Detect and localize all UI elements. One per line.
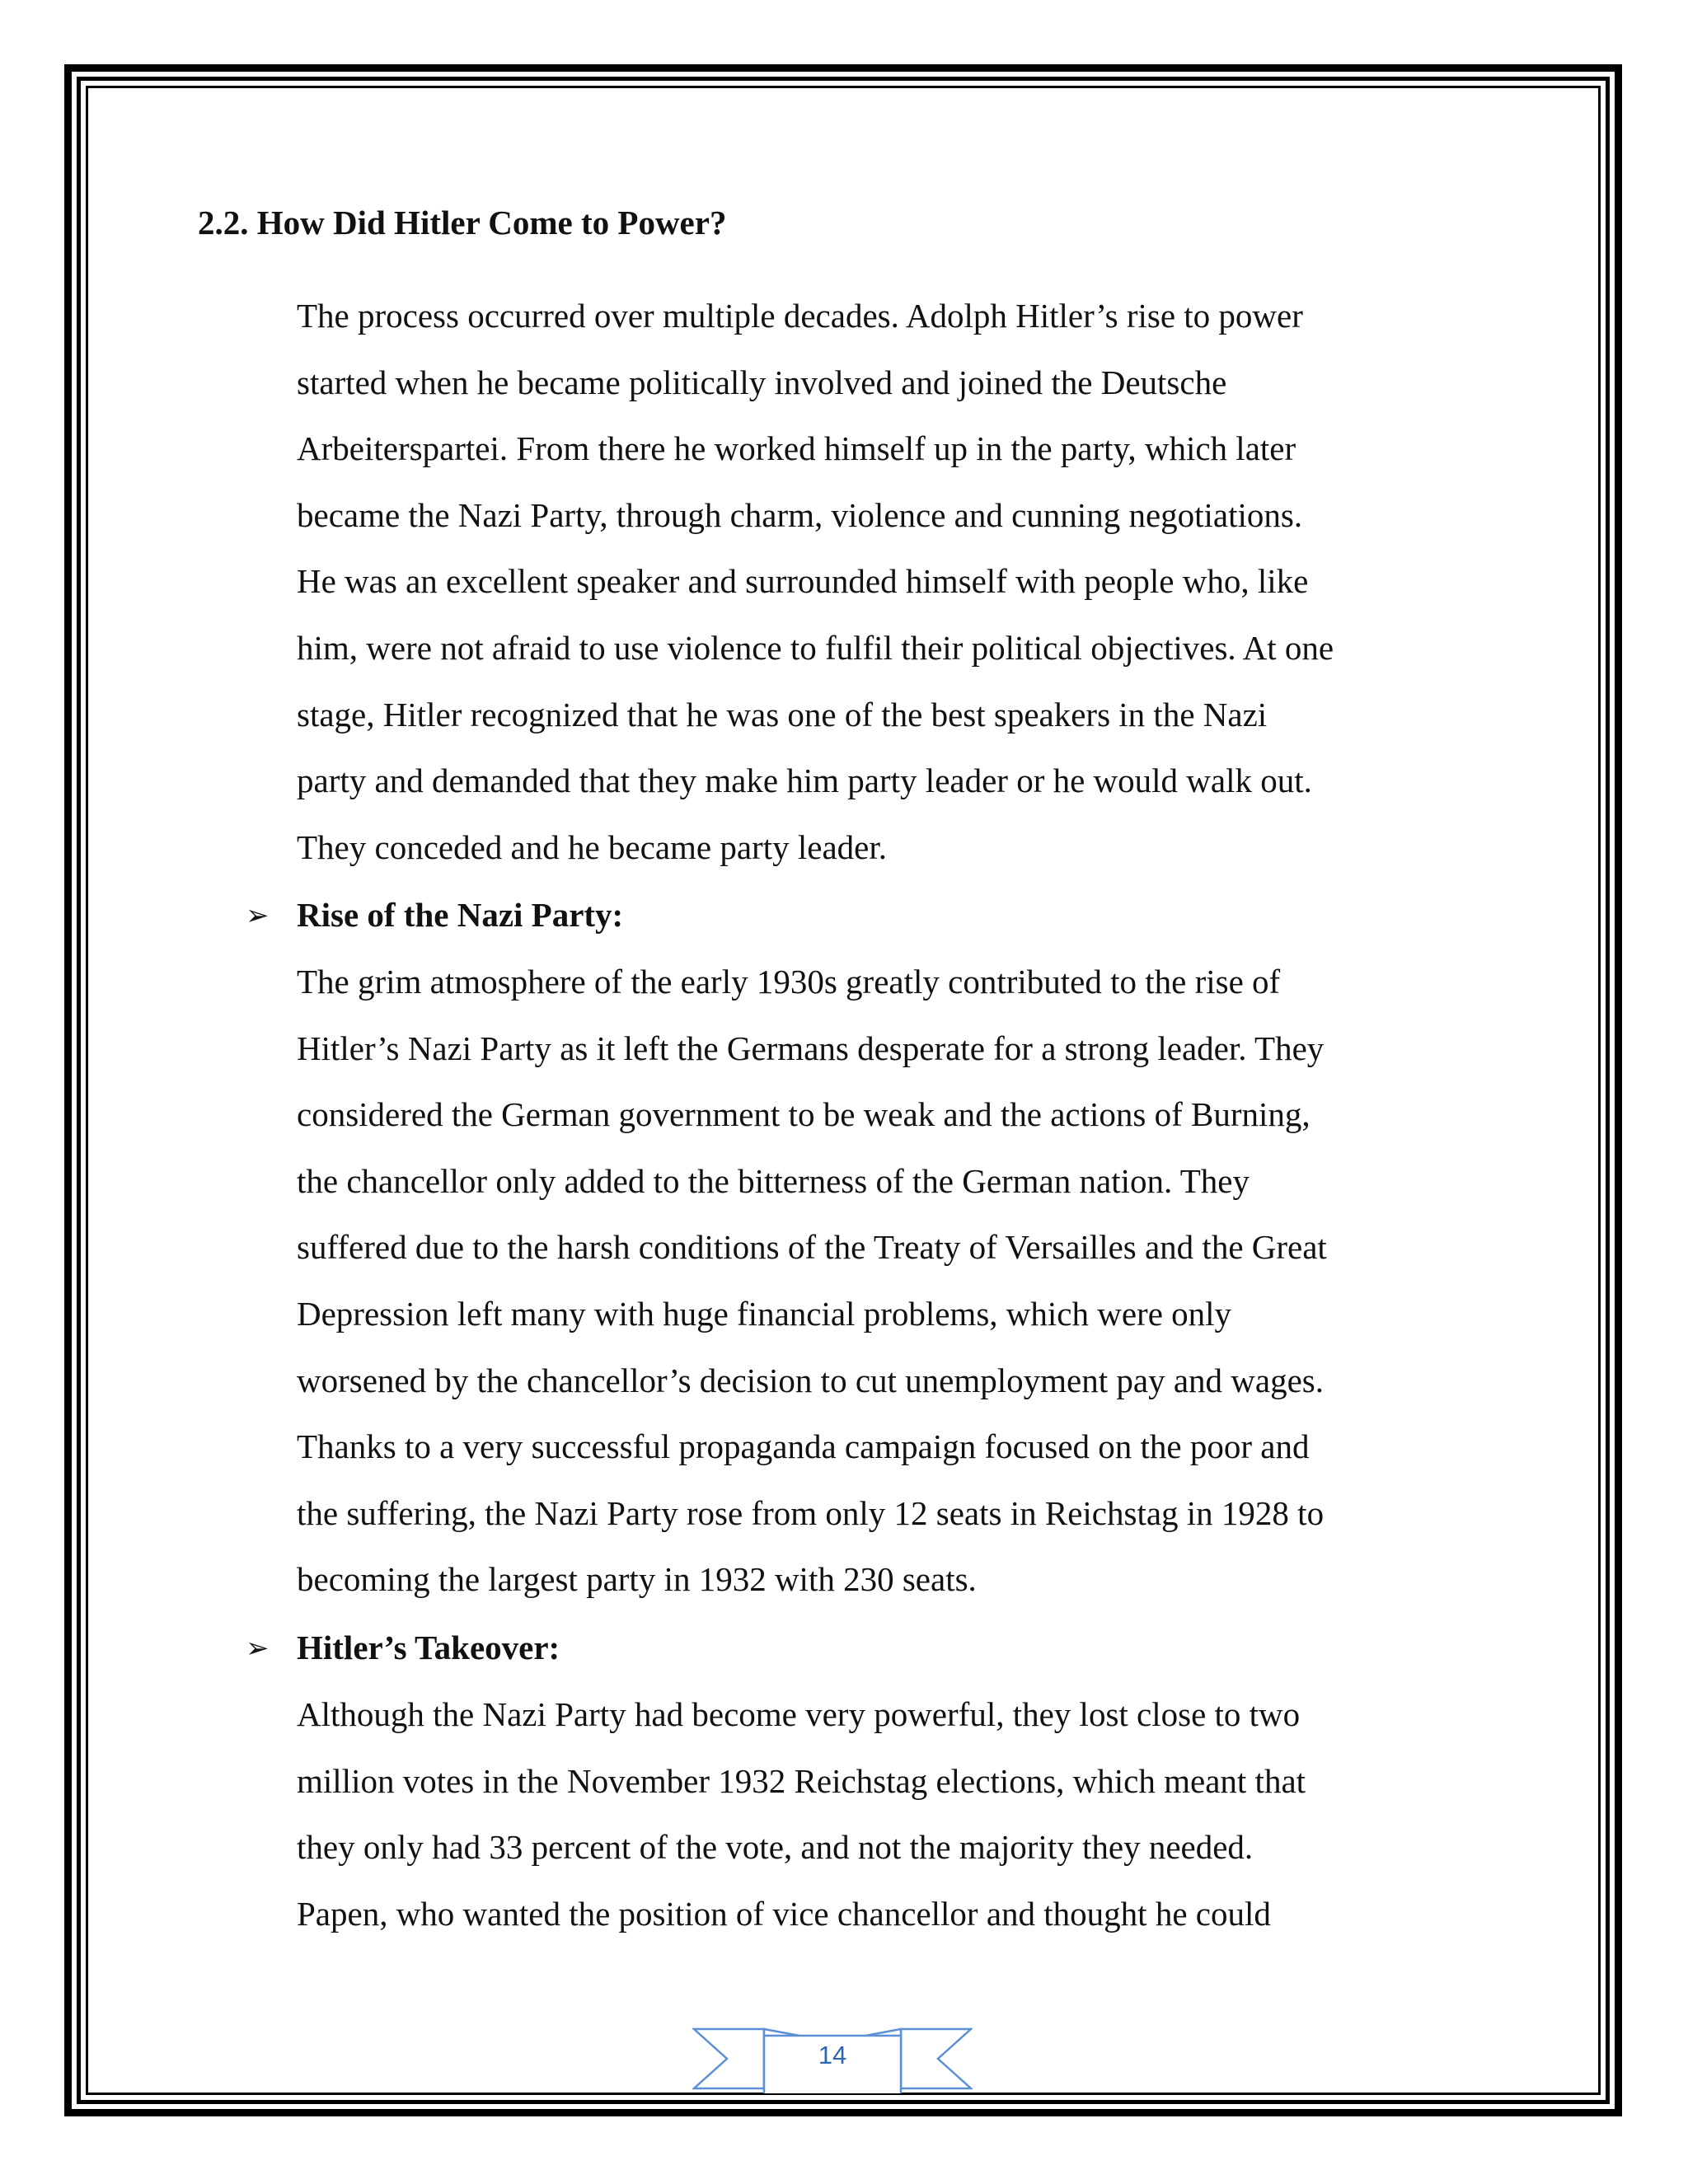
paragraph-line: Papen, who wanted the position of vice chancellor and thought he could xyxy=(297,1894,1271,1933)
paragraph-line: worsened by the chancellor’s decision to cut unemployment pay and wages. xyxy=(297,1361,1324,1399)
paragraph-line: party and demanded that they make him party leader or he would walk out. xyxy=(297,762,1312,800)
paragraph-line: Depression left many with huge financial problems, which were only xyxy=(297,1294,1232,1333)
paragraph-line: Thanks to a very successful propaganda campaign focused on the poor and xyxy=(297,1427,1310,1466)
takeover-paragraph xyxy=(297,1681,1500,1947)
paragraph-line: became the Nazi Party, through charm, violence and cunning negotiations. xyxy=(297,495,1303,534)
paragraph-line: Although the Nazi Party had become very powerful, they lost close to two xyxy=(297,1695,1301,1733)
bullet-hitlers-takeover xyxy=(246,1615,560,1682)
paragraph-line: The grim atmosphere of the early 1930s greatly contributed to the rise of xyxy=(297,963,1281,1001)
paragraph-line: They conceded and he became party leader. xyxy=(297,827,887,866)
paragraph-line: Arbeiterspartei. From there he worked himself up in the party, which later xyxy=(297,429,1296,468)
paragraph-line: him, were not afraid to use violence to fulfil their political objectives. At one xyxy=(297,628,1334,667)
paragraph-line: the chancellor only added to the bitterness of the German nation. They xyxy=(297,1161,1250,1200)
paragraph-line: The process occurred over multiple decades. Adolph Hitler’s rise to power xyxy=(297,297,1303,335)
paragraph-line: stage, Hitler recognized that he was one of the best speakers in the Nazi xyxy=(297,695,1268,733)
bullet-title: Rise of the Nazi Party: xyxy=(297,896,624,934)
paragraph-line: Hitler’s Nazi Party as it left the Germans desperate for a strong leader. They xyxy=(297,1029,1325,1067)
rise-paragraph xyxy=(297,949,1500,1613)
bullet-rise-of-nazi-party xyxy=(246,882,623,949)
arrow-bullet-icon: ➢ xyxy=(246,1632,270,1665)
section-heading: 2.2. How Did Hitler Come to Power? xyxy=(198,204,727,241)
paragraph-line: considered the German government to be weak and the actions of Burning, xyxy=(297,1095,1311,1134)
paragraph-line: started when he became politically involved and joined the Deutsche xyxy=(297,363,1227,401)
page-number: 14 xyxy=(818,2041,847,2069)
bullet-title: Hitler’s Takeover: xyxy=(297,1629,560,1666)
arrow-bullet-icon: ➢ xyxy=(246,899,270,932)
paragraph-line: the suffering, the Nazi Party rose from only 12 seats in Reichstag in 1928 to xyxy=(297,1493,1325,1532)
paragraph-line: million votes in the November 1932 Reichstag elections, which meant that xyxy=(297,1761,1306,1800)
paragraph-line: He was an excellent speaker and surrounded himself with people who, like xyxy=(297,562,1309,601)
intro-paragraph xyxy=(297,283,1500,880)
paragraph-line: suffered due to the harsh conditions of the Treaty of Versailles and the Great xyxy=(297,1228,1327,1267)
paragraph-line: they only had 33 percent of the vote, and not the majority they needed. xyxy=(297,1828,1254,1867)
paragraph-line: becoming the largest party in 1932 with 230 seats. xyxy=(297,1560,977,1599)
